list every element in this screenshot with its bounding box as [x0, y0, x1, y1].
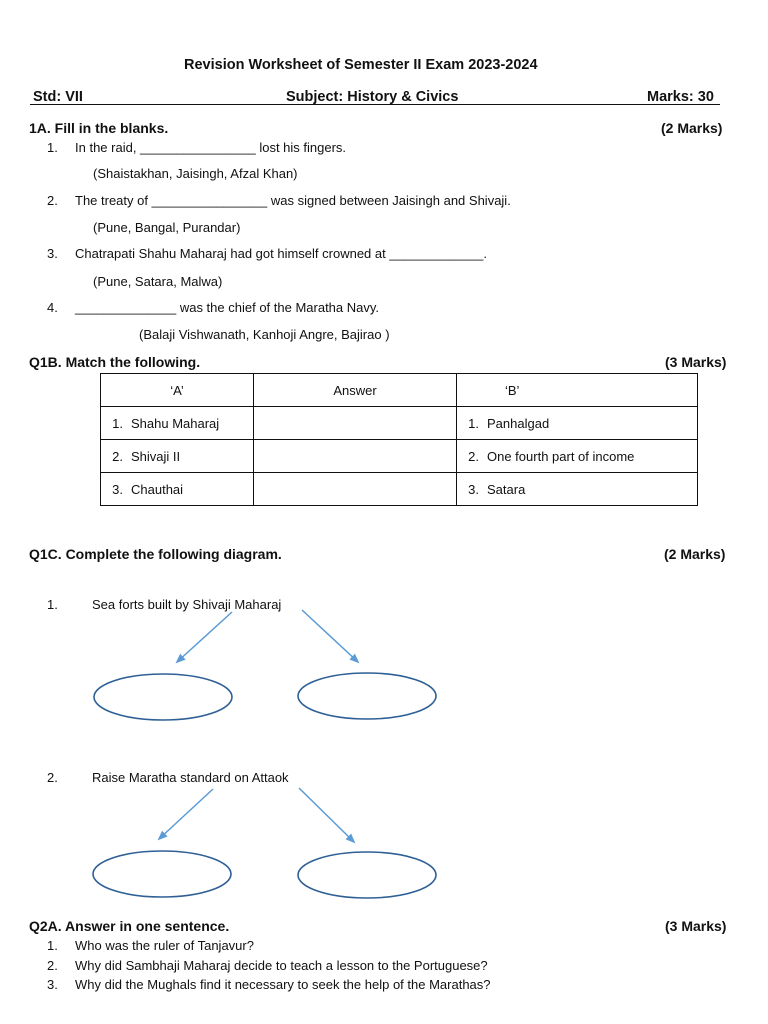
diagram-2-label: Raise Maratha standard on Attaok — [92, 770, 289, 785]
q1a-item-1-number: 1. — [47, 140, 58, 155]
q1a-marks: (2 Marks) — [661, 120, 723, 136]
diagram-1-number: 1. — [47, 597, 58, 612]
q2a-heading: Q2A. Answer in one sentence. — [29, 918, 230, 934]
column-header-b-text: ‘B’ — [505, 382, 520, 398]
std-label: Std: VII — [33, 89, 83, 105]
q1a-item-1-text: In the raid, ________________ lost his fingers. — [75, 140, 347, 155]
q1a-item-3-number: 3. — [47, 246, 58, 261]
answer-oval[interactable] — [298, 852, 436, 898]
q1a-heading: 1A. Fill in the blanks. — [29, 120, 169, 136]
marks-label: Marks: 30 — [647, 89, 714, 105]
a-text: Shivaji II — [131, 448, 181, 464]
q2a-item-1-number: 1. — [47, 938, 58, 953]
diagram-1-label: Sea forts built by Shivaji Maharaj — [92, 597, 282, 612]
a-number: 2. — [112, 448, 123, 464]
q1a-item-2-options: (Pune, Bangal, Purandar) — [93, 220, 241, 235]
q2a-item-3-number: 3. — [47, 977, 58, 992]
q1c-heading: Q1C. Complete the following diagram. — [29, 546, 282, 562]
a-text: Chauthai — [131, 481, 184, 497]
arrow-left-1 — [177, 612, 232, 662]
q1a-item-4-options: (Balaji Vishwanath, Kanhoji Angre, Bajirao ) — [139, 327, 390, 342]
b-number: 1. — [468, 415, 479, 431]
b-number: 3. — [468, 481, 479, 497]
q1a-item-4-text: ______________ was the chief of the Maratha Navy. — [75, 300, 380, 315]
q1a-item-3-options: (Pune, Satara, Malwa) — [93, 274, 223, 289]
q1b-marks: (3 Marks) — [665, 354, 727, 370]
q1c-marks: (2 Marks) — [664, 546, 726, 562]
subject-label: Subject: History & Civics — [286, 89, 459, 105]
column-header-answer: Answer — [254, 374, 457, 407]
arrow-right-1 — [302, 610, 358, 662]
a-number: 1. — [112, 415, 123, 431]
q2a-marks: (3 Marks) — [665, 918, 727, 934]
q2a-item-1-text: Who was the ruler of Tanjavur? — [75, 938, 254, 953]
q1a-item-3-text: Chatrapati Shahu Maharaj had got himself crowned at _____________. — [75, 246, 487, 261]
b-text: Satara — [487, 481, 526, 497]
q1a-item-4-number: 4. — [47, 300, 58, 315]
a-number: 3. — [112, 481, 123, 497]
q1a-item-2-number: 2. — [47, 193, 58, 208]
q2a-item-2-number: 2. — [47, 958, 58, 973]
diagram-2 — [93, 788, 436, 898]
b-text: Panhalgad — [487, 415, 550, 431]
answer-oval[interactable] — [298, 673, 436, 719]
a-text: Shahu Maharaj — [131, 415, 220, 431]
answer-oval[interactable] — [94, 674, 232, 720]
b-number: 2. — [468, 448, 479, 464]
column-header-a: ‘A’ — [101, 374, 254, 407]
q2a-item-2-text: Why did Sambhaji Maharaj decide to teach a lesson to the Portuguese? — [75, 958, 488, 973]
q1b-heading: Q1B. Match the following. — [29, 354, 201, 370]
worksheet-title: Revision Worksheet of Semester II Exam 2023-2024 — [184, 57, 538, 73]
q2a-item-3-text: Why did the Mughals find it necessary to seek the help of the Marathas? — [75, 977, 491, 992]
arrow-left-2 — [159, 789, 213, 839]
arrow-right-2 — [299, 788, 354, 842]
b-text: One fourth part of income — [487, 448, 635, 464]
diagram-1 — [94, 610, 436, 720]
diagram-2-number: 2. — [47, 770, 58, 785]
q1a-item-1-options: (Shaistakhan, Jaisingh, Afzal Khan) — [93, 166, 298, 181]
q1a-item-2-text: The treaty of ________________ was signed between Jaisingh and Shivaji. — [75, 193, 511, 208]
answer-oval[interactable] — [93, 851, 231, 897]
